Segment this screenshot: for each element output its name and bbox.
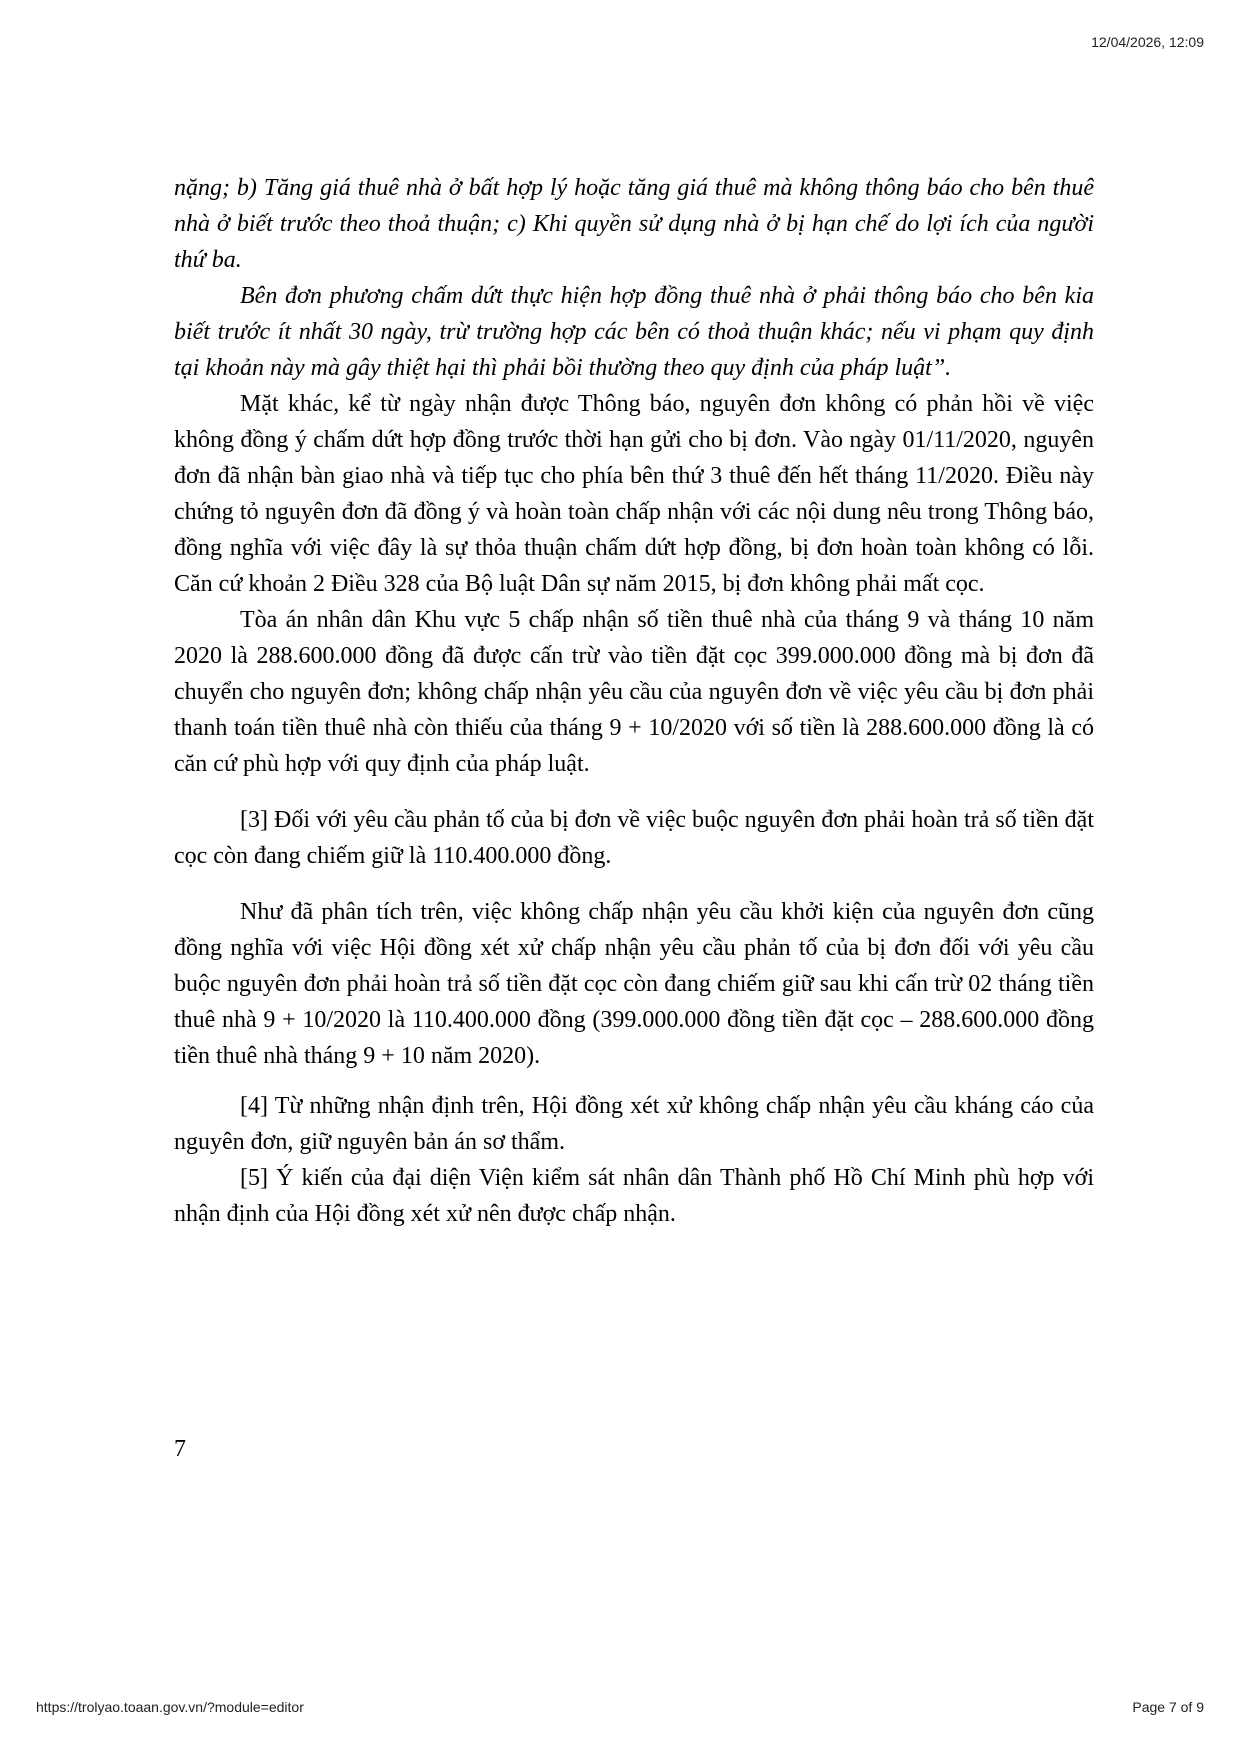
print-datetime: 12/04/2026, 12:09 <box>1091 34 1204 50</box>
paragraph-court-accepts: Tòa án nhân dân Khu vực 5 chấp nhận số tiền thuê nhà của tháng 9 và tháng 10 năm 2020 là 288.600.000 đồng đã được cấn trừ vào tiền đặt cọc 399.000.000 đồng mà bị đơn đã chuyển cho nguyên đơn; không chấp nhận yêu cầu của nguyên đơn về việc yêu cầu bị đơn phải thanh toán tiền thuê nhà còn thiếu của tháng 9 + 10/2020 với số tiền là 288.600.000 đồng là có căn cứ phù hợp với quy định của pháp luật. <box>174 607 1094 777</box>
paragraph-other-hand: Mặt khác, kể từ ngày nhận được Thông báo, nguyên đơn không có phản hồi về việc không đồng ý chấm dứt hợp đồng trước thời hạn gửi cho bị đơn. Vào ngày 01/11/2020, nguyên đơn đã nhận bàn giao nhà và tiếp tục cho phía bên thứ 3 thuê đến hết tháng 11/2020. Điều này chứng tỏ nguyên đơn đã đồng ý và hoàn toàn chấp nhận với các nội dung nêu trong Thông báo, đồng nghĩa với việc đây là sự thỏa thuận chấm dứt hợp đồng, bị đơn hoàn toàn không có lỗi. Căn cứ khoản 2 Điều 328 của Bộ luật Dân sự năm 2015, bị đơn không phải mất cọc. <box>174 391 1094 597</box>
paragraph-section-5: [5] Ý kiến của đại diện Viện kiểm sát nhân dân Thành phố Hồ Chí Minh phù hợp với nhận định của Hội đồng xét xử nên được chấp nhận. <box>174 1165 1094 1227</box>
paragraph-law-quote-continued: nặng; b) Tăng giá thuê nhà ở bất hợp lý hoặc tăng giá thuê mà không thông báo cho bên thuê nhà ở biết trước theo thoả thuận; c) Khi quyền sử dụng nhà ở bị hạn chế do lợi ích của người thứ ba. <box>174 175 1094 273</box>
paragraph-section-3: [3] Đối với yêu cầu phản tố của bị đơn về việc buộc nguyên đơn phải hoàn trả số tiền đặt cọc còn đang chiếm giữ là 110.400.000 đồng. <box>174 807 1094 869</box>
footer-page-label: Page 7 of 9 <box>1132 1699 1204 1715</box>
paragraph-section-4: [4] Từ những nhận định trên, Hội đồng xét xử không chấp nhận yêu cầu kháng cáo của nguyên đơn, giữ nguyên bản án sơ thẩm. <box>174 1093 1094 1155</box>
page-number: 7 <box>174 1436 186 1462</box>
document-body <box>174 170 1094 1232</box>
paragraph-analysis: Như đã phân tích trên, việc không chấp nhận yêu cầu khởi kiện của nguyên đơn cũng đồng nghĩa với việc Hội đồng xét xử chấp nhận yêu cầu phản tố của bị đơn đối với yêu cầu buộc nguyên đơn phải hoàn trả số tiền đặt cọc còn đang chiếm giữ sau khi cấn trừ 02 tháng tiền thuê nhà 9 + 10/2020 là 110.400.000 đồng (399.000.000 đồng tiền đặt cọc – 288.600.000 đồng tiền thuê nhà tháng 9 + 10 năm 2020). <box>174 899 1094 1069</box>
paragraph-law-quote-notice: Bên đơn phương chấm dứt thực hiện hợp đồng thuê nhà ở phải thông báo cho bên kia biết trước ít nhất 30 ngày, trừ trường hợp các bên có thoả thuận khác; nếu vi phạm quy định tại khoản này mà gây thiệt hại thì phải bồi thường theo quy định của pháp luật”. <box>174 283 1094 381</box>
footer-url: https://trolyao.toaan.gov.vn/?module=editor <box>36 1699 304 1715</box>
